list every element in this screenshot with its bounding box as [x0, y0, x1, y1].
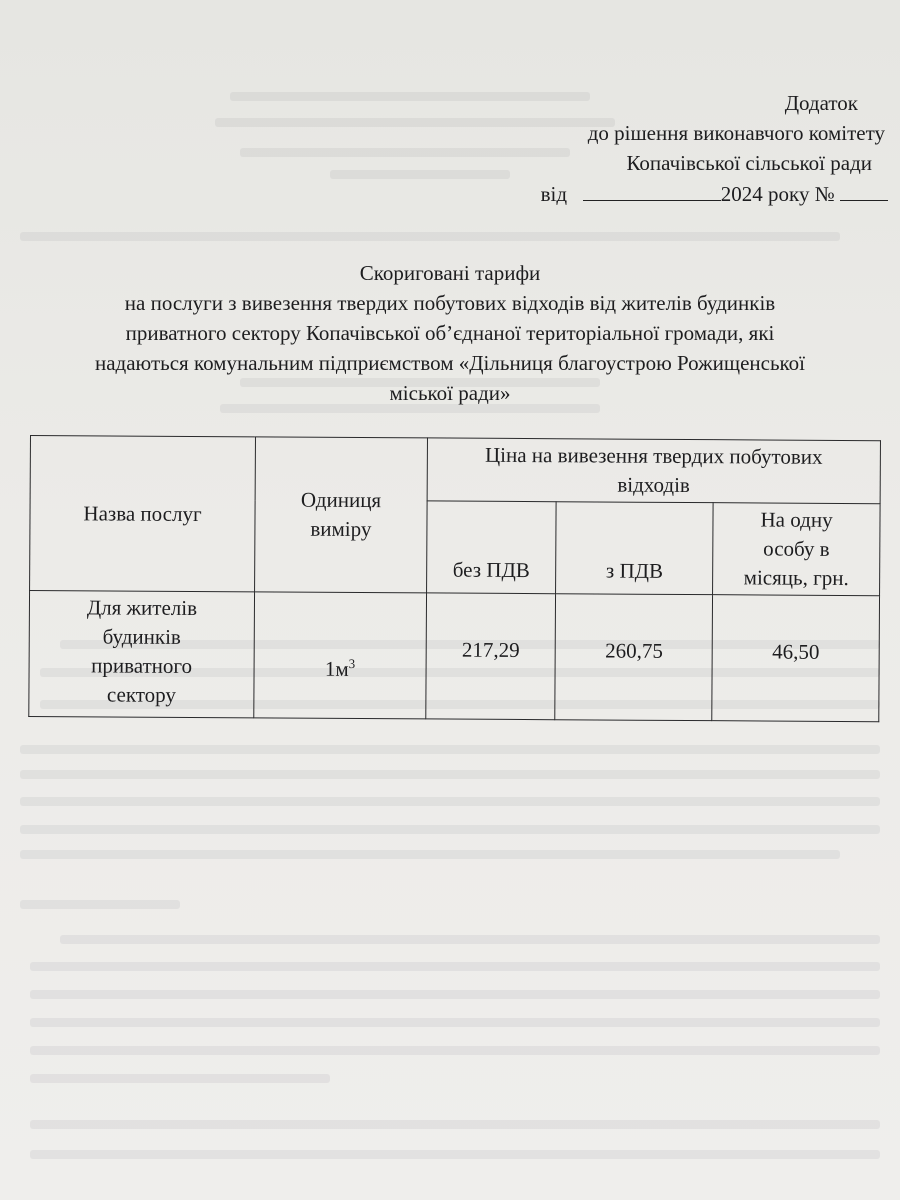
cell-with-vat: 260,75	[555, 594, 713, 721]
cell-unit: $1м^3$	[254, 592, 427, 719]
cell-service: Для жителів будинків приватного сектору	[29, 591, 255, 718]
appendix-decision-line: до рішення виконавчого комітету	[587, 121, 885, 145]
appendix-date-line	[541, 178, 888, 209]
tariff-table	[28, 435, 881, 722]
cell-per-person: 46,50	[712, 595, 880, 722]
header-per-person: На одну особу в місяць, грн.	[713, 503, 880, 596]
date-prefix: від	[540, 182, 568, 206]
title-line-2: на послуги з вивезення твердих побутових відходів від жителів будинків	[124, 291, 776, 315]
title-line-5: міської ради»	[389, 381, 511, 405]
appendix-council-line: Копачівської сільської ради	[626, 151, 872, 175]
table-header-row	[30, 436, 880, 504]
appendix-title: Додаток	[784, 91, 858, 115]
header-price-group: Ціна на вивезення твердих побутових відходів	[427, 438, 881, 504]
table-row	[29, 591, 880, 722]
header-without-vat: без ПДВ	[426, 501, 556, 594]
date-year-text: 2024 року №	[720, 182, 835, 206]
cell-without-vat: 217,29	[426, 593, 556, 720]
header-service-name: Назва послуг	[30, 436, 256, 592]
title-line-3: приватного сектору Копачівської об’єднаної територіальної громади, які	[125, 321, 775, 345]
document-title	[0, 258, 900, 408]
header-unit: Одиниця виміру	[255, 437, 428, 593]
number-blank	[840, 178, 888, 201]
header-with-vat: з ПДВ	[556, 502, 713, 595]
title-line-1: Скориговані тарифи	[359, 261, 541, 285]
date-blank	[583, 178, 721, 201]
title-line-4: надаються комунальним підприємством «Дільниця благоустрою Рожищенської	[94, 351, 805, 375]
